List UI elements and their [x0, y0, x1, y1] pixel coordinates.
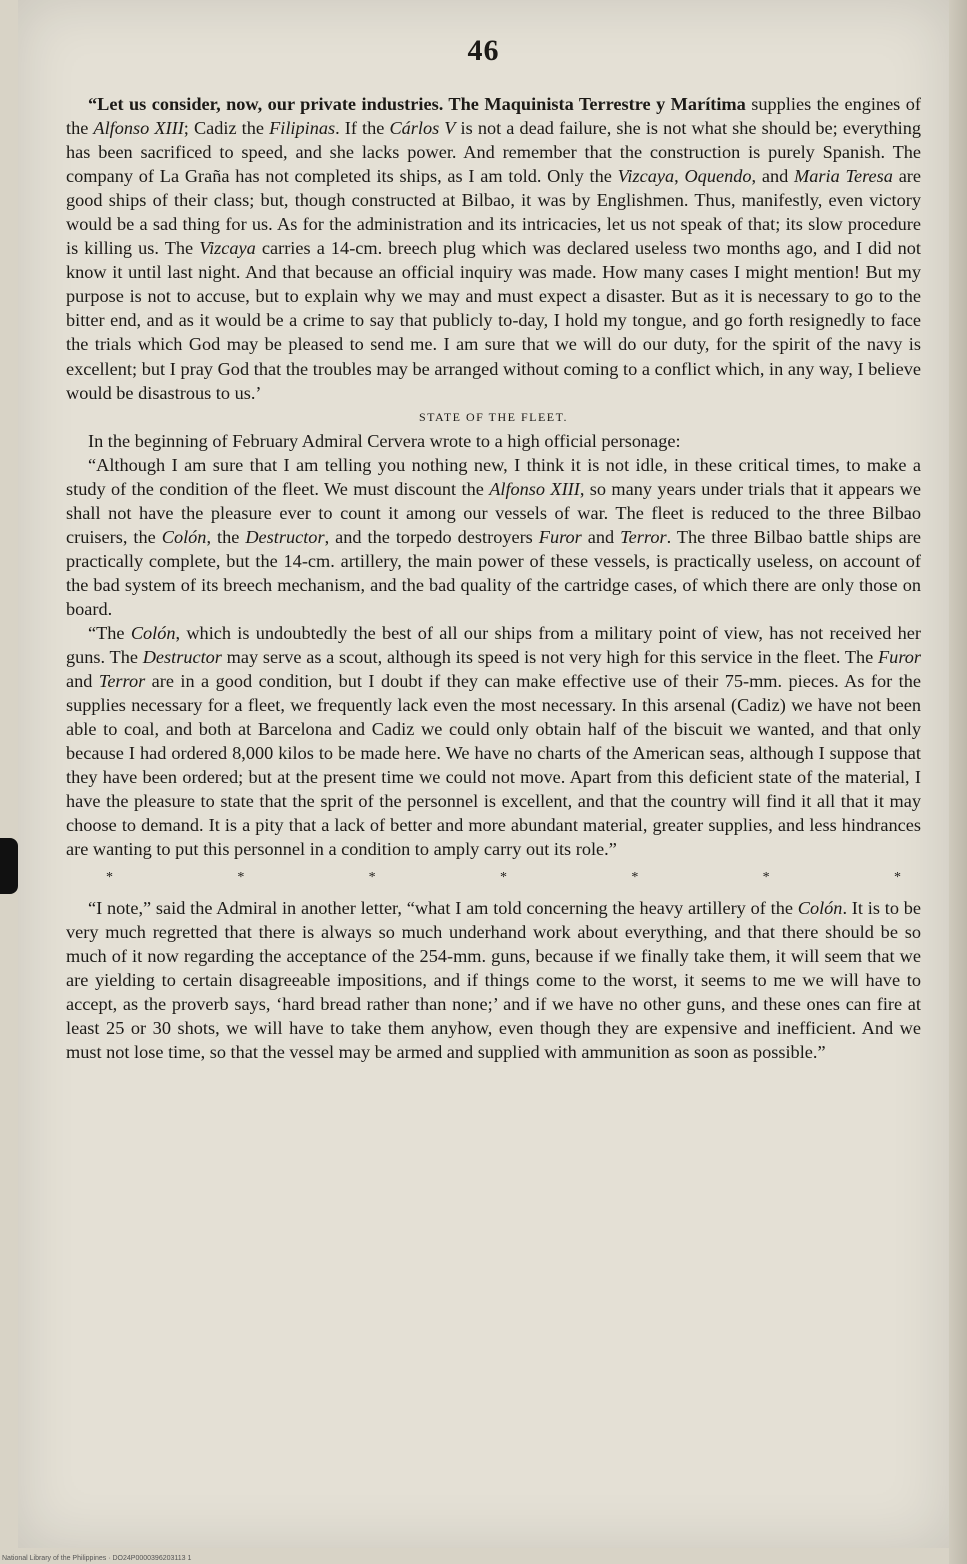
- paragraph-private-industries: “Let us consider, now, our private industries. The Maquinista Terrestre y Marítima supplies the engines of the Alfonso XIII; Cadiz the Filipinas. If the Cárlos V is not a dead failure, she is not what she should be; everything has been sacrificed to speed, and she lacks power. And remember that the construction is purely Spanish. The company of La Graña has not completed its ships, as I am told. Only the Vizcaya, Oquendo, and Maria Teresa are good ships of their class; but, though constructed at Bilbao, it was by Englishmen. Thus, manifestly, even victory would be a sad thing for us. As for the administration and its intricacies, let us not speak of that; its slow procedure is killing us. The Vizcaya carries a 14-cm. breech plug which was declared useless two months ago, and I did not know it until last night. And that because an official inquiry was made. How many cases I might mention! But my purpose is not to accuse, but to explain why we may and must expect a disaster. But as it is necessary to go to the bitter end, and as it would be a crime to say that publicly to-day, I hold my tongue, and go forth resignedly to face the trials which God may be pleased to send me. I am sure that we will do our duty, for the spirit of the navy is excellent; but I pray God that the troubles may be arranged without coming to a conflict which, in any way, I believe would be disastrous to us.’: [66, 94, 922, 403]
- asterisk: *: [762, 869, 770, 885]
- asterisk: *: [893, 869, 901, 885]
- asterisk: *: [499, 869, 507, 885]
- page-number: 46: [467, 34, 500, 67]
- asterisk-separator: [66, 862, 921, 896]
- body-text: [66, 92, 921, 1064]
- paragraph-intro-letter: In the beginning of February Admiral Cervera wrote to a high official personage:: [88, 430, 681, 451]
- page-edge-shadow: [949, 0, 967, 1564]
- asterisk: *: [631, 869, 639, 885]
- asterisk: *: [368, 869, 376, 885]
- scan-footer: National Library of the Philippines · DO24P0000396203113 1: [2, 1555, 192, 1562]
- section-heading: STATE OF THE FLEET.: [418, 409, 569, 424]
- asterisk: *: [106, 869, 113, 885]
- asterisk: *: [237, 869, 245, 885]
- paragraph-colon-guns: “The Colón, which is undoubtedly the best of all our ships from a military point of view, has not received her guns. The Destructor may serve as a scout, although its speed is not very high for this service in the fleet. The Furor and Terror are in a good condition, but I doubt if they can make effective use of their 75-mm. pieces. As for the supplies necessary for a fleet, we frequently lack even the most necessary. In this arsenal (Cadiz) we have not been able to coal, and both at Barcelona and Cadiz we could only obtain half of the biscuit we wanted, and that only because I had ordered 8,000 kilos to be made here. We have no charts of the American seas, although I suppose that they have been ordered; but at the present time we could not move. Apart from this deficient state of the material, I have the pleasure to state that the sprit of the personnel is excellent, and that the country will find it all that it may choose to demand. It is a pity that a lack of better and more abundant material, greater supplies, and less hindrances are wanting to put this personnel in a condition to amply carry out its role.”: [66, 623, 922, 860]
- binding-mark: [0, 838, 18, 894]
- paragraph-fleet-condition: “Although I am sure that I am telling you nothing new, I think it is not idle, in these critical times, to make a study of the condition of the fleet. We must discount the Alfonso XIII, so many years under trials that it appears we shall not have the pleasure ever to count it among our vessels of war. The fleet is reduced to the three Bilbao cruisers, the Colón, the Destructor, and the torpedo destroyers Furor and Terror. The three Bilbao battle ships are practically complete, but the 14-cm. artillery, the main power of these vessels, is practically useless, on account of the bad system of its breech mechanism, and the bad quality of the cartridge cases, of which there are only those on board.: [66, 454, 921, 619]
- paragraph-heavy-artillery: “I note,” said the Admiral in another letter, “what I am told concerning the heavy artillery of the Colón. It is to be very much regretted that there is always so much underhand work about everything, and that there should be so much of it now regarding the acceptance of the 254-mm. guns, because if we finally take them, it will seem that we are yielding to certain disagreeable impositions, and if things come to the worst, it seems to me we will have to accept, as the proverb says, ‘hard bread rather than none;’ and if we have no other guns, and these ones can fire at least 25 or 30 shots, we will have to take them anyhow, even though they are expensive and inefficient. And we must not lose time, so that the vessel may be armed and supplied with ammunition as soon as possible.”: [66, 897, 921, 1062]
